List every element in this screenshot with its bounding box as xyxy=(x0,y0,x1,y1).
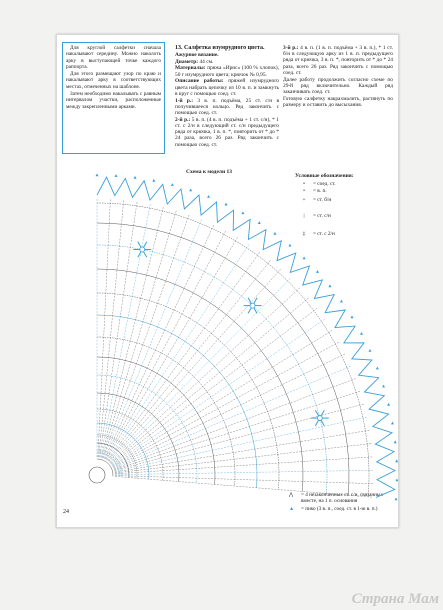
chart-picot-mark xyxy=(207,195,210,198)
chart-stitch-line xyxy=(115,417,367,471)
chart-center-ring xyxy=(89,467,105,483)
chart-stitch-line xyxy=(101,207,163,457)
chart-picot-mark xyxy=(328,284,331,287)
chart-stitch-line xyxy=(115,444,371,473)
chart-stitch-line xyxy=(103,215,189,458)
chart-picot-mark xyxy=(189,188,192,191)
chart-picot-mark xyxy=(258,221,261,224)
article-diameter: Диаметр: 44 см. xyxy=(175,58,214,65)
page-number: 24 xyxy=(63,509,69,515)
tip-paragraph: Для этого размещают узор по краю и накалывают арку в соответствующих местах, отмеченных на шаблоне. xyxy=(66,71,161,90)
chart-row-arc xyxy=(97,245,327,493)
chart-stitch-line xyxy=(115,457,372,474)
chart-picot-mark xyxy=(152,179,155,182)
article-technique: Ажурное вязание. xyxy=(175,51,219,58)
article-description: Описание работы: пряжей изумрудного цвета набрать цепочку из 10 в. п. и замкнуть в круг с помощью соед. ст. xyxy=(175,78,279,97)
chart-picot-mark xyxy=(316,270,319,273)
magazine-page xyxy=(56,34,399,528)
chart-stitch-line xyxy=(113,342,339,466)
article-row-3: 3-й р.: 4 в. п. (1 в. п. подъёма + 3 в. п.), * 1 ст. б/н в следующую арку из 1 в. п. предыдущего ряда от крючка, 3 в. п. *, повторить от * до * 24 раза, всего 26 раз. Ряд закончить с помощью соед. ст. xyxy=(283,45,393,76)
legend-item: • = соед. ст. xyxy=(303,181,336,187)
watermark-logo: Страна Мам xyxy=(351,591,439,607)
chart-picot-mark xyxy=(115,174,118,177)
chart-picot-mark xyxy=(288,244,291,247)
chart-picot-mark xyxy=(273,232,276,235)
article-rest: Далее работу продолжить согласно схеме по 29-й ряд включительно. Каждый ряд заканчивать соед. ст. xyxy=(283,76,393,96)
tip-paragraph: Для круглой салфетки сначала накалывают середину. Можно наколоть арку в выступающей точке каждого раппорта. xyxy=(66,45,161,70)
chart-zigzag-edge xyxy=(97,177,395,497)
chart-picot-mark xyxy=(360,332,363,335)
scheme-title: Схема к модели 13 xyxy=(186,169,233,175)
chart-stitch-line xyxy=(111,298,309,464)
chart-picot-mark xyxy=(387,403,390,406)
chart-marks xyxy=(89,174,398,501)
chart-picot-mark xyxy=(224,203,227,206)
chart-picot-mark xyxy=(395,497,398,500)
chart-stitch-line xyxy=(108,252,260,460)
legend-item: • = в. п. xyxy=(303,188,327,194)
chart-picot-mark xyxy=(340,300,343,303)
chart-stitch-line xyxy=(108,260,270,461)
chart-picot-mark xyxy=(171,183,174,186)
chart-picot-mark xyxy=(395,478,398,481)
chart-picot-mark xyxy=(96,174,99,177)
article-row-1: 1-й р.: 3 в. п. подъёма, 25 ст. с/н в получившееся кольцо. Ряд закончить с помощью соед. ст. xyxy=(175,97,279,116)
chart-stitch-line xyxy=(105,225,214,459)
chart-stitch-line xyxy=(100,204,150,457)
chart-picot-mark xyxy=(133,176,136,179)
legend-item: ▲ = пико (3 в. п., соед. ст. в 1-ю в. п.) xyxy=(289,506,378,512)
chart-picot-mark xyxy=(303,256,306,259)
chart-stitch-line xyxy=(115,470,373,474)
article-title: 13. Салфетка изумрудного цвета. xyxy=(175,45,265,51)
chart-stitch-line xyxy=(109,269,281,462)
chart-stitch-line xyxy=(114,391,360,469)
chart-stitch-line xyxy=(114,366,351,468)
chart-picot-mark xyxy=(382,385,385,388)
chart-motif-center xyxy=(317,416,322,421)
chart-stitch-line xyxy=(102,211,176,458)
chart-stitch-line xyxy=(112,330,332,465)
legend-item: ⋀ = 4 незаконченных ст. с/н, связанных вместе, на 1 п. основания xyxy=(289,492,384,504)
article-finish: Готовую салфетку накрахмалить, растянуть по размеру и оставить до высыхания. xyxy=(283,95,393,109)
chart-stitch-line xyxy=(98,199,111,457)
legend-item: + = ст. б/н xyxy=(302,197,332,203)
chart-stitch-line xyxy=(110,278,291,462)
chart-picot-mark xyxy=(395,459,398,462)
chart-picot-mark xyxy=(391,422,394,425)
chart-stitch-line xyxy=(105,231,225,459)
article-materials: Материалы: пряжа «Ирис» (100 % хлопок), 50 г изумрудного цвета; крючок № 0,95. xyxy=(175,65,279,78)
chart-picot-mark xyxy=(368,349,371,352)
article-row-2: 2-й р.: 5 в. п. (4 в. п. подъёма + 1 ст. с/н), * 1 ст. с 2/н в следующий ст. с/н предыдущего ряда от крючка, 1 в. п. *, повторить от * до * 24 раза, всего 26 раз. Ряд закончить с помощью соед. ст. xyxy=(175,116,279,148)
chart-stitch-line xyxy=(107,245,249,460)
chart-stitch-line xyxy=(110,288,300,463)
chart-stitch-line xyxy=(111,308,317,464)
chart-motif-center xyxy=(250,303,255,308)
legend-item: | = ст. с/н xyxy=(303,213,331,219)
chart-stitch-line xyxy=(114,379,356,469)
legend-item: ‡ = ст. с 2/н xyxy=(302,231,335,237)
chart-picot-mark xyxy=(241,211,244,214)
legend-title: Условные обозначения: xyxy=(295,173,354,179)
tip-paragraph: Затем необходимо накалывать с равным интервалом участки, расположенные между закрепленными арками. xyxy=(66,91,161,110)
chart-picot-mark xyxy=(394,440,397,443)
chart-picot-mark xyxy=(350,315,353,318)
crochet-chart xyxy=(57,35,398,527)
chart-motif-center xyxy=(140,247,145,252)
chart-picot-mark xyxy=(376,367,379,370)
